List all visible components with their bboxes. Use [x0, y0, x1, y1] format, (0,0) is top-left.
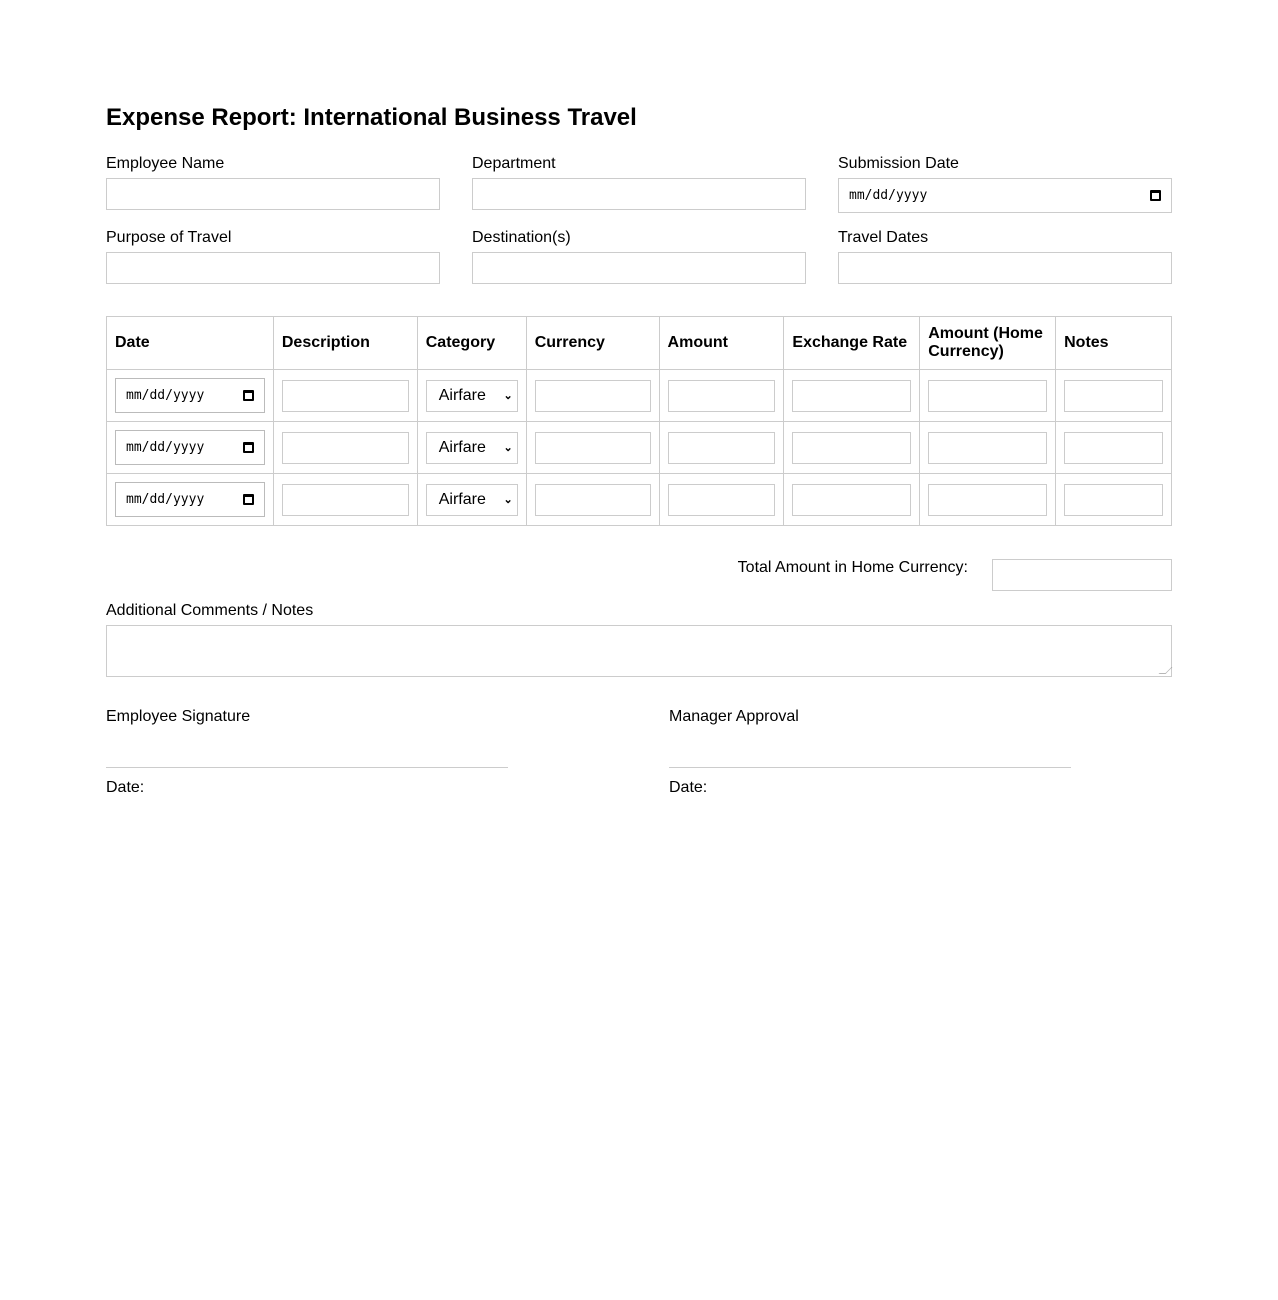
currency-input[interactable]: [535, 432, 651, 464]
resize-handle-icon[interactable]: [1159, 667, 1173, 674]
destinations-label: Destination(s): [472, 229, 571, 246]
column-header: Date: [107, 317, 274, 370]
header-fields-row-1: [106, 154, 1172, 213]
chevron-down-icon: ⌄: [503, 390, 513, 402]
signature-line: [669, 767, 1071, 768]
row-date-input[interactable]: [115, 430, 265, 465]
category-select[interactable]: [426, 432, 518, 464]
signature-line: [106, 767, 508, 768]
travel-dates-group: [838, 228, 1172, 284]
category-value: Airfare: [438, 490, 486, 508]
employee-name-label: Employee Name: [106, 155, 225, 172]
purpose-group: [106, 228, 440, 284]
table-header-row: [107, 317, 1172, 370]
calendar-icon[interactable]: [243, 442, 254, 453]
manager-approval-date-label: Date:: [669, 779, 708, 796]
home-amount-input[interactable]: [928, 380, 1047, 412]
amount-input[interactable]: [668, 484, 776, 516]
calendar-icon[interactable]: [1150, 190, 1161, 201]
expense-report-form: [106, 100, 1172, 796]
column-header: Description: [273, 317, 417, 370]
chevron-down-icon: ⌄: [503, 442, 513, 454]
comments-textarea[interactable]: [106, 625, 1172, 677]
home-amount-input[interactable]: [928, 484, 1047, 516]
exchange-rate-input[interactable]: [792, 484, 911, 516]
manager-approval-label: Manager Approval: [669, 708, 799, 725]
purpose-input[interactable]: [106, 252, 440, 284]
employee-name-group: [106, 154, 440, 213]
expense-table: [106, 316, 1172, 526]
total-label: Total Amount in Home Currency:: [737, 559, 968, 576]
employee-signature-block: [106, 709, 508, 796]
date-placeholder: mm/dd/yyyy: [126, 492, 205, 507]
column-header: Amount (Home Currency): [920, 317, 1056, 370]
employee-signature-date-label: Date:: [106, 779, 145, 796]
table-row: [107, 474, 1172, 526]
column-header: Category: [417, 317, 526, 370]
department-label: Department: [472, 155, 556, 172]
currency-input[interactable]: [535, 380, 651, 412]
table-row: [107, 422, 1172, 474]
signatures: [106, 709, 1172, 796]
notes-input[interactable]: [1064, 380, 1163, 412]
date-placeholder: mm/dd/yyyy: [126, 440, 205, 455]
submission-date-group: [838, 154, 1172, 213]
category-select[interactable]: [426, 380, 518, 412]
comments-label: Additional Comments / Notes: [106, 602, 314, 619]
column-header: Exchange Rate: [784, 317, 920, 370]
column-header: Currency: [526, 317, 659, 370]
manager-approval-block: [669, 709, 1071, 796]
calendar-icon[interactable]: [243, 494, 254, 505]
date-placeholder: mm/dd/yyyy: [849, 188, 928, 203]
purpose-label: Purpose of Travel: [106, 229, 232, 246]
description-input[interactable]: [282, 484, 409, 516]
notes-input[interactable]: [1064, 432, 1163, 464]
column-header: Amount: [659, 317, 784, 370]
total-row: [106, 559, 1172, 591]
category-value: Airfare: [438, 438, 486, 456]
amount-input[interactable]: [668, 432, 776, 464]
department-group: [472, 154, 806, 213]
column-header: Notes: [1056, 317, 1172, 370]
submission-date-input[interactable]: [838, 178, 1172, 213]
destinations-group: [472, 228, 806, 284]
total-input[interactable]: [992, 559, 1172, 591]
row-date-input[interactable]: [115, 378, 265, 413]
page-title: Expense Report: International Business Travel: [106, 104, 637, 131]
date-placeholder: mm/dd/yyyy: [126, 388, 205, 403]
home-amount-input[interactable]: [928, 432, 1047, 464]
amount-input[interactable]: [668, 380, 776, 412]
description-input[interactable]: [282, 432, 409, 464]
table-row: [107, 370, 1172, 422]
category-value: Airfare: [438, 386, 486, 404]
comments-group: [106, 603, 1172, 677]
calendar-icon[interactable]: [243, 390, 254, 401]
description-input[interactable]: [282, 380, 409, 412]
travel-dates-input[interactable]: [838, 252, 1172, 284]
category-select[interactable]: [426, 484, 518, 516]
submission-date-label: Submission Date: [838, 155, 959, 172]
currency-input[interactable]: [535, 484, 651, 516]
header-fields-row-2: [106, 228, 1172, 284]
employee-name-input[interactable]: [106, 178, 440, 210]
exchange-rate-input[interactable]: [792, 380, 911, 412]
chevron-down-icon: ⌄: [503, 494, 513, 506]
destinations-input[interactable]: [472, 252, 806, 284]
exchange-rate-input[interactable]: [792, 432, 911, 464]
notes-input[interactable]: [1064, 484, 1163, 516]
travel-dates-label: Travel Dates: [838, 229, 929, 246]
employee-signature-label: Employee Signature: [106, 708, 251, 725]
row-date-input[interactable]: [115, 482, 265, 517]
department-input[interactable]: [472, 178, 806, 210]
